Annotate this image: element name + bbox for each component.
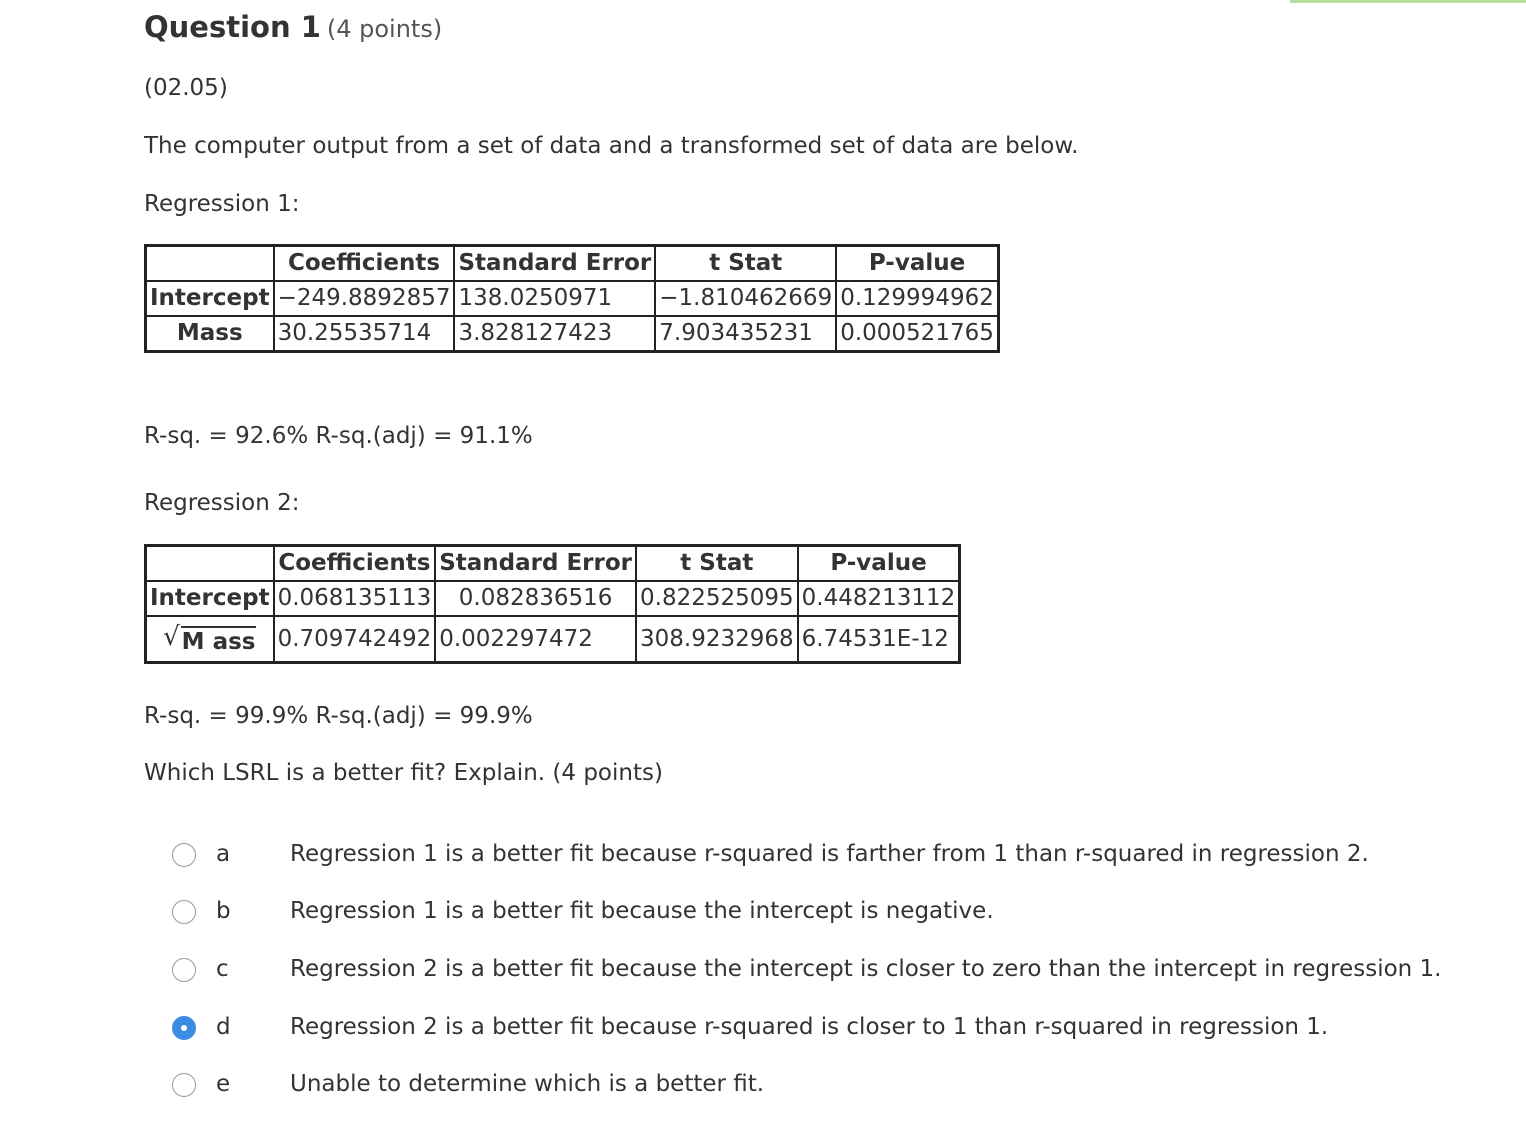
table-row — [146, 616, 960, 663]
option-letter: a — [216, 841, 231, 867]
table-cell: −249.8892857 — [274, 281, 455, 316]
header-cell — [146, 546, 274, 582]
answer-option-d[interactable] — [172, 1016, 1472, 1046]
radical-sign: √ — [163, 622, 180, 652]
row-label-sqrt-mass — [146, 616, 274, 663]
table-cell: 138.0250971 — [454, 281, 655, 316]
table-row — [146, 316, 999, 352]
question-points: (4 points) — [326, 15, 443, 43]
table-cell: 0.709742492 — [274, 616, 436, 663]
radicand: M ass — [181, 626, 257, 656]
table-header-row — [146, 246, 999, 282]
sqrt-mass-expression — [163, 622, 256, 656]
table-row — [146, 281, 999, 316]
table-cell: 0.000521765 — [836, 316, 998, 352]
option-text[interactable]: Regression 1 is a better fit because the intercept is negative. — [290, 898, 994, 924]
option-letter: c — [216, 956, 229, 982]
option-letter: e — [216, 1071, 231, 1097]
header-cell: t Stat — [655, 246, 836, 282]
table-cell: 30.25535714 — [274, 316, 455, 352]
table-cell: 0.002297472 — [435, 616, 636, 663]
question-title — [144, 10, 442, 44]
option-letter: b — [216, 898, 231, 924]
regression2-table — [144, 544, 961, 664]
table-cell: 7.903435231 — [655, 316, 836, 352]
answer-option-e[interactable] — [172, 1073, 1472, 1103]
table-cell: 0.068135113 — [274, 581, 436, 616]
table-cell: 308.9232968 — [636, 616, 798, 663]
header-cell: Standard Error — [454, 246, 655, 282]
table-row — [146, 581, 960, 616]
radio-button-d[interactable] — [172, 1016, 196, 1040]
row-label: Mass — [146, 316, 274, 352]
header-cell: Coefficients — [274, 246, 455, 282]
row-label: Intercept — [146, 581, 274, 616]
regression1-label: Regression 1: — [144, 191, 300, 217]
header-cell: P-value — [836, 246, 998, 282]
radio-button-a[interactable] — [172, 843, 196, 867]
row-label: Intercept — [146, 281, 274, 316]
table-cell: 0.448213112 — [798, 581, 960, 616]
header-cell: t Stat — [636, 546, 798, 582]
table-cell: −1.810462669 — [655, 281, 836, 316]
header-cell — [146, 246, 274, 282]
header-cell: Standard Error — [435, 546, 636, 582]
regression2-label: Regression 2: — [144, 490, 300, 516]
regression1-table — [144, 244, 1000, 353]
answer-option-b[interactable] — [172, 900, 1472, 930]
table-cell: 0.082836516 — [435, 581, 636, 616]
table-header-row — [146, 546, 960, 582]
question-prompt: Which LSRL is a better fit? Explain. (4 points) — [144, 760, 663, 786]
table-cell: 0.822525095 — [636, 581, 798, 616]
option-text[interactable]: Unable to determine which is a better fit. — [290, 1071, 765, 1097]
radio-button-b[interactable] — [172, 900, 196, 924]
answer-option-a[interactable] — [172, 843, 1472, 873]
top-accent-bar — [1290, 0, 1526, 3]
option-text[interactable]: Regression 1 is a better fit because r-squared is farther from 1 than r-squared in regression 2. — [290, 841, 1369, 867]
regression2-rsq: R-sq. = 99.9% R-sq.(adj) = 99.9% — [144, 703, 533, 729]
header-cell: P-value — [798, 546, 960, 582]
table-cell: 6.74531E-12 — [798, 616, 960, 663]
radio-button-c[interactable] — [172, 958, 196, 982]
question-intro: The computer output from a set of data and a transformed set of data are below. — [144, 133, 1079, 159]
answer-option-c[interactable] — [172, 958, 1472, 988]
option-text[interactable]: Regression 2 is a better fit because the intercept is closer to zero than the intercept in regression 1. — [290, 956, 1442, 982]
question-title-text: Question 1 — [144, 10, 321, 44]
question-code: (02.05) — [144, 75, 228, 101]
table-cell: 3.828127423 — [454, 316, 655, 352]
option-letter: d — [216, 1014, 231, 1040]
option-text[interactable]: Regression 2 is a better fit because r-squared is closer to 1 than r-squared in regression 1. — [290, 1014, 1329, 1040]
radio-button-e[interactable] — [172, 1073, 196, 1097]
header-cell: Coefficients — [274, 546, 436, 582]
regression1-rsq: R-sq. = 92.6% R-sq.(adj) = 91.1% — [144, 423, 533, 449]
table-cell: 0.129994962 — [836, 281, 998, 316]
